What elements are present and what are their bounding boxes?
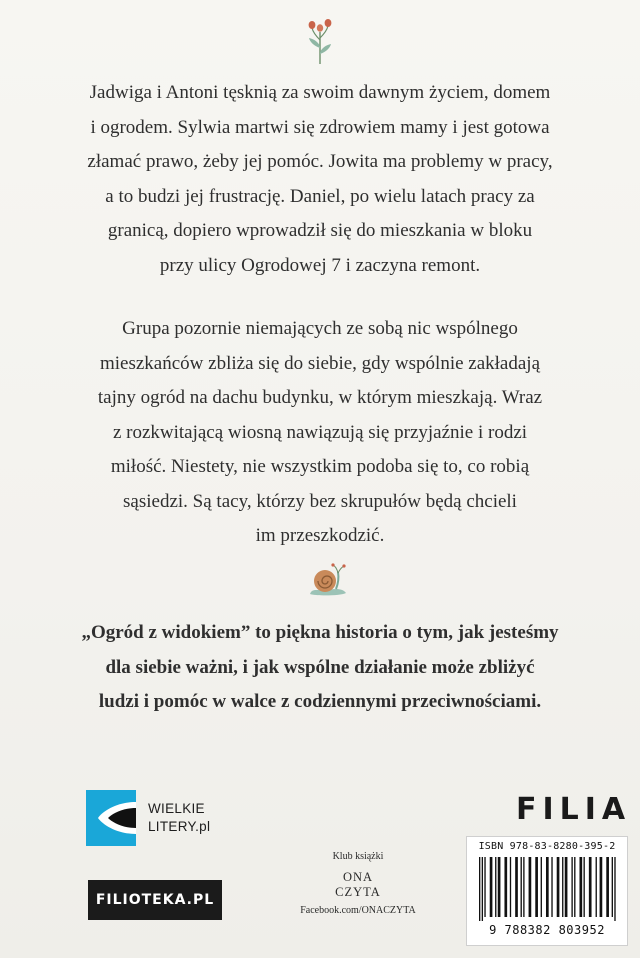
barcode-bar (479, 857, 480, 921)
tagline-line: dla siebie ważni, i jak wspólne działanie może zbliżyć (105, 656, 535, 678)
description-line: Grupa pozornie niemających ze sobą nic wspólnego (122, 318, 518, 339)
description-line: a to budzi jej frustrację. Daniel, po wielu latach pracy za (105, 185, 535, 207)
barcode-bars (477, 857, 619, 921)
description-line: złamać prawo, żeby jej pomóc. Jowita ma problemy w pracy, (87, 151, 553, 172)
barcode-bar (571, 857, 572, 917)
club-name-line-1: ONA (342, 870, 374, 884)
barcode-bar (574, 857, 575, 917)
description-line: przy ulicy Ogrodowej 7 i zaczyna remont. (159, 254, 481, 276)
barcode-bar (614, 857, 615, 921)
eye-logo-icon (86, 790, 136, 846)
barcode-bar (565, 857, 568, 917)
description-paragraph-1 (40, 76, 600, 283)
barcode-bar (557, 857, 560, 917)
barcode-bar (596, 857, 597, 917)
description-line: tajny ogród na dachu budynku, w którym mieszkają. Wraz (97, 387, 543, 408)
ean-number: 9 788382 803952 (489, 923, 605, 937)
snail-icon (306, 560, 350, 600)
publisher-logo: FILIA (516, 792, 632, 827)
barcode-bar (606, 857, 609, 917)
barcode-bar (535, 857, 538, 917)
barcode-bar (521, 857, 522, 917)
club-label: Klub książki (332, 851, 384, 862)
description-line: miłość. Niestety, nie wszystkim podoba się to, co robią (110, 456, 530, 477)
barcode-bar (579, 857, 582, 917)
barcode-bar (546, 857, 549, 917)
description-line: Jadwiga i Antoni tęsknią za swoim dawnym życiem, domem (89, 82, 551, 103)
barcode-bar (551, 857, 552, 917)
club-facebook: Facebook.com/ONACZYTA (300, 905, 416, 916)
barcode-bar (484, 857, 485, 917)
barcode-bar (589, 857, 592, 917)
description-line: granicą, dopiero wprowadził się do mieszkania w bloku (107, 220, 533, 241)
club-name-line-2: CZYTA (335, 885, 381, 899)
barcode-bar (490, 857, 493, 917)
barcode-bar (541, 857, 542, 917)
barcode-bar (482, 857, 483, 921)
barcode-bar (498, 857, 501, 917)
barcode-bar (612, 857, 613, 917)
tagline-line: ludzi i pomóc w walce z codziennymi przeciwnościami. (98, 691, 542, 712)
barcode-bar (562, 857, 563, 917)
barcode-bar (510, 857, 511, 917)
description-line: sąsiedzi. Są tacy, którzy bez skrupułów będą chcieli (123, 490, 517, 512)
barcode-bar (584, 857, 585, 917)
description-line: i ogrodem. Sylwia martwi się zdrowiem mamy i jest gotowa (90, 116, 550, 138)
isbn-number: ISBN 978-83-8280-395-2 (478, 841, 616, 852)
description-paragraph-2 (40, 312, 600, 554)
barcode-bar (529, 857, 532, 917)
wielkie-litery-logo (86, 790, 286, 846)
wielkie-litery-line-2: LITERY.pl (148, 819, 211, 834)
description-line: z rozkwitającą wiosną nawiązują się przyjaźnie i rodzi (112, 421, 528, 443)
description-line: mieszkańców zbliża się do siebie, gdy wspólnie zakładają (99, 352, 540, 374)
barcode (466, 836, 628, 946)
barcode-bar (600, 857, 603, 917)
barcode-bar (495, 857, 496, 917)
flower-sprig-icon (302, 14, 338, 66)
barcode-bar (523, 857, 524, 917)
description-line: im przeszkodzić. (255, 525, 385, 546)
tagline-line: „Ogród z widokiem” to piękna historia o tym, jak jesteśmy (81, 622, 559, 643)
wielkie-litery-line-1: WIELKIE (148, 801, 205, 816)
tagline-paragraph (40, 616, 600, 720)
barcode-bar (515, 857, 518, 917)
filioteka-logo: FILIOTEKA.PL (88, 880, 222, 920)
barcode-bar (504, 857, 507, 917)
club-logo (286, 850, 430, 918)
